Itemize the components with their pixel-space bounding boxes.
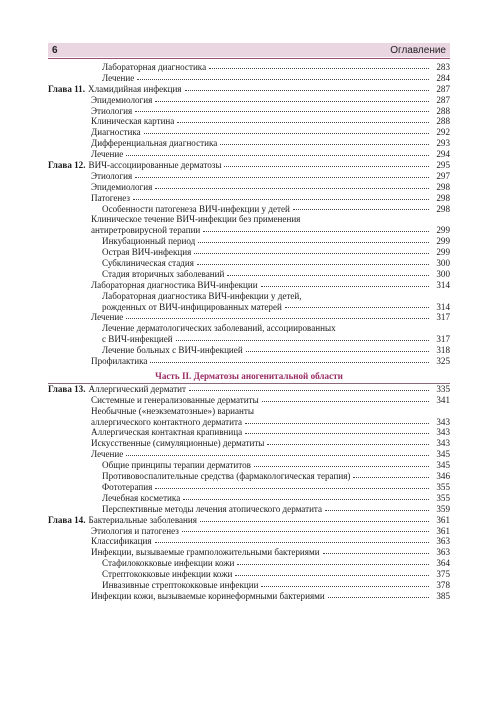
page-ref: 364: [436, 558, 450, 569]
toc-entry[interactable]: [48, 280, 450, 291]
toc-entry-title: Лечебная косметика: [102, 492, 181, 503]
toc-chapter[interactable]: [48, 384, 450, 395]
toc-entry[interactable]: [48, 471, 450, 482]
toc-entry-title: Лабораторная диагностика ВИЧ-инфекции: [91, 279, 258, 290]
toc-entry[interactable]: [48, 204, 450, 215]
page-ref: 359: [436, 503, 450, 514]
toc-entry-title: Этиология: [91, 105, 133, 116]
dot-leader: [245, 423, 429, 424]
dot-leader: [220, 144, 429, 145]
chapter-number: Глава 13.: [48, 383, 86, 394]
toc-entry-title: Инвазивные стрептококковые инфекции: [102, 579, 259, 590]
toc-entry-title: Стрептококковые инфекции кожи: [102, 569, 233, 580]
toc-entry-title: Лечение больных с ВИЧ-инфекцией: [102, 345, 243, 356]
chapter-number: Глава 12.: [48, 160, 86, 170]
toc-entry-title: Профилактика: [91, 356, 148, 367]
dot-leader: [126, 318, 429, 319]
toc-entry[interactable]: [48, 95, 450, 106]
page-ref: 341: [436, 394, 450, 405]
page-ref: 298: [436, 181, 450, 192]
dot-leader: [254, 466, 429, 467]
toc-entry-title: Искусственные (симуляционные) дерматиты: [91, 438, 265, 449]
toc-entry[interactable]: [48, 460, 450, 471]
toc-entry-title: Инкубационный период: [102, 236, 196, 247]
page-ref: 343: [436, 427, 450, 438]
page-ref: 378: [436, 579, 450, 590]
toc-entry[interactable]: [48, 312, 450, 323]
toc-entry-title: Хламидийная инфекция: [88, 83, 182, 94]
dot-leader: [323, 553, 429, 554]
toc-entry-title: Общие принципы терапии дерматитов: [102, 460, 251, 471]
toc-entry[interactable]: [48, 526, 450, 537]
toc-entry[interactable]: [48, 345, 450, 356]
toc-entry-title: Диагностика: [91, 127, 141, 138]
toc-entry[interactable]: [48, 247, 450, 258]
page-ref: 287: [436, 94, 450, 105]
page-ref: 318: [436, 345, 450, 356]
toc-entry[interactable]: [48, 558, 450, 569]
page-ref: 325: [436, 356, 450, 367]
dot-leader: [135, 177, 429, 178]
page-ref: 345: [436, 460, 450, 471]
dot-leader: [325, 510, 429, 511]
toc-entry[interactable]: [48, 438, 450, 449]
page-ref: 299: [436, 225, 450, 236]
toc-entry-title: Противовоспалительные средства (фармакологическая терапия): [102, 471, 351, 482]
dot-leader: [261, 286, 429, 287]
toc-entry-title: Острая ВИЧ-инфекция: [102, 247, 192, 258]
toc-entry[interactable]: [48, 428, 450, 439]
page-ref: 355: [436, 492, 450, 503]
toc-entry-title: Этиология: [91, 170, 133, 181]
toc-entry-title: Лечение: [91, 449, 124, 460]
toc-entry[interactable]: [48, 569, 450, 580]
page-ref: 288: [436, 105, 450, 116]
toc-entry-title: Эпидемиология: [91, 181, 153, 192]
toc-entry-title-cont: антиретровирусной терапии: [91, 225, 201, 236]
dot-leader: [183, 499, 429, 500]
dot-leader: [185, 90, 430, 91]
page-ref: 287: [436, 83, 450, 94]
toc-entry-title: Особенности патогенеза ВИЧ-инфекции у детей: [102, 203, 290, 214]
dot-leader: [262, 401, 429, 402]
toc-entry-title: Аллергический дерматит: [88, 383, 187, 394]
dot-leader: [155, 488, 429, 489]
toc-entry-title-cont: рожденных от ВИЧ-инфицированных матерей: [102, 301, 282, 312]
dot-leader: [126, 455, 429, 456]
page-ref: 363: [436, 536, 450, 547]
page-ref: 385: [436, 590, 450, 601]
toc-entry[interactable]: [48, 334, 450, 345]
toc-entry[interactable]: [48, 258, 450, 269]
toc-entry-title: Эпидемиология: [91, 94, 153, 105]
dot-leader: [176, 340, 429, 341]
toc-entry-title: Дифференциальная диагностика: [91, 138, 218, 149]
page-ref: 298: [436, 192, 450, 203]
chapter-number: Глава 14.: [48, 514, 86, 525]
dot-leader: [155, 542, 429, 543]
toc-chapter[interactable]: [48, 515, 450, 526]
toc-chapter[interactable]: [48, 160, 450, 171]
dot-leader: [267, 444, 429, 445]
toc-entry[interactable]: [48, 106, 450, 117]
page-ref: 361: [436, 514, 450, 525]
toc-entry[interactable]: [48, 493, 450, 504]
running-title: Оглавление: [390, 44, 446, 56]
page-ref: 343: [436, 416, 450, 427]
toc-entry[interactable]: [48, 406, 450, 417]
toc-entry[interactable]: [48, 536, 450, 547]
page-ref: 299: [436, 247, 450, 258]
page-ref: 355: [436, 481, 450, 492]
toc-entry[interactable]: [48, 127, 450, 138]
toc-entry[interactable]: [48, 547, 450, 558]
page-ref: 375: [436, 569, 450, 580]
chapter-number: Глава 11.: [48, 83, 86, 94]
page-ref: 293: [436, 138, 450, 149]
page-ref: 300: [436, 268, 450, 279]
dot-leader: [126, 155, 429, 156]
page-ref: 292: [436, 127, 450, 138]
part-heading: Часть II. Дерматозы аногенитальной области: [48, 369, 450, 384]
toc-entry[interactable]: [48, 73, 450, 84]
toc-entry-title: Инфекции, вызываемые грамположительными бактериями: [91, 547, 320, 558]
page-ref: 343: [436, 438, 450, 449]
page-number: 6: [52, 44, 58, 56]
toc-entry-title: Фототерапия: [102, 481, 153, 492]
running-header: [48, 43, 450, 57]
page-ref: 317: [436, 312, 450, 323]
toc-entry[interactable]: [48, 236, 450, 247]
page-ref: 288: [436, 116, 450, 127]
dot-leader: [293, 209, 429, 210]
toc-chapter[interactable]: [48, 84, 450, 95]
dot-leader: [209, 68, 429, 69]
dot-leader: [150, 362, 429, 363]
page-ref: 363: [436, 547, 450, 558]
toc-entry-title: Инфекции кожи, вызываемые коринеформными бактериями: [91, 590, 325, 601]
dot-leader: [194, 253, 429, 254]
page-ref: 297: [436, 170, 450, 181]
dot-leader: [237, 564, 429, 565]
toc-entry-title: Лечение дерматологических заболеваний, ассоциированных: [102, 323, 336, 334]
dot-leader: [177, 122, 429, 123]
toc-entry-title: Стадия вторичных заболеваний: [102, 268, 225, 279]
toc-entry-title: Субклиническая стадия: [102, 258, 194, 269]
toc-entry-title: Клиническая картина: [91, 116, 175, 127]
toc-entry[interactable]: [48, 449, 450, 460]
page-ref: 299: [436, 236, 450, 247]
toc-entry[interactable]: [48, 193, 450, 204]
dot-leader: [155, 188, 429, 189]
toc-entry-title: Этиология и патогенез: [91, 525, 179, 536]
toc-entry-title: Лабораторная диагностика: [102, 61, 207, 72]
toc-entry-title: Лечение: [102, 72, 135, 83]
toc-entry-title: ВИЧ-ассоциированные дерматозы: [88, 160, 222, 170]
toc-entry[interactable]: [48, 138, 450, 149]
dot-leader: [200, 521, 429, 522]
toc-entry[interactable]: [48, 323, 450, 334]
toc-entry-title: Необычные («неэкзематозные») варианты: [91, 405, 255, 416]
toc-entry[interactable]: [48, 580, 450, 591]
toc-entry[interactable]: [48, 116, 450, 127]
dot-leader: [182, 531, 429, 532]
dot-leader: [285, 307, 429, 308]
toc-entry[interactable]: [48, 182, 450, 193]
page-ref: 283: [436, 61, 450, 72]
page-ref: 300: [436, 258, 450, 269]
toc-entry[interactable]: [48, 291, 450, 302]
dot-leader: [235, 575, 429, 576]
toc-entry-title: Лечение: [91, 149, 124, 160]
page-ref: 314: [436, 279, 450, 290]
toc-entry-title: Патогенез: [91, 192, 131, 203]
dot-leader: [203, 231, 429, 232]
toc-entry-title: Аллергическая контактная крапивница: [91, 427, 243, 438]
dot-leader: [137, 79, 429, 80]
toc-entry-title: Системные и генерализованные дерматиты: [91, 394, 259, 405]
page-ref: 346: [436, 471, 450, 482]
dot-leader: [227, 275, 429, 276]
toc-entry-title: Лечение: [91, 312, 124, 323]
toc-entry-title-cont: аллергического контактного дерматита: [91, 416, 243, 427]
dot-leader: [261, 586, 429, 587]
dot-leader: [197, 264, 429, 265]
toc-entry-title-cont: с ВИЧ-инфекцией: [102, 334, 173, 345]
toc-entry-title: Классификация: [91, 536, 152, 547]
toc-entry[interactable]: [48, 302, 450, 313]
toc-entry[interactable]: [48, 417, 450, 428]
toc-entry-title: Стафилококковые инфекции кожи: [102, 558, 235, 569]
dot-leader: [133, 199, 429, 200]
dot-leader: [155, 101, 429, 102]
toc-entry[interactable]: [48, 591, 450, 602]
toc-entry[interactable]: [48, 504, 450, 515]
page-ref: 345: [436, 449, 450, 460]
toc-entry[interactable]: [48, 214, 450, 225]
toc-entry-title: Лабораторная диагностика ВИЧ-инфекции у детей,: [102, 290, 302, 301]
dot-leader: [353, 477, 429, 478]
dot-leader: [135, 111, 429, 112]
page-ref: 295: [436, 160, 450, 170]
dot-leader: [198, 242, 429, 243]
dot-leader: [144, 133, 429, 134]
toc-entry[interactable]: [48, 149, 450, 160]
page-ref: 317: [436, 334, 450, 345]
toc-entry[interactable]: [48, 62, 450, 73]
page-ref: 335: [436, 383, 450, 394]
toc-entry[interactable]: [48, 269, 450, 280]
dot-leader: [245, 433, 429, 434]
toc-entry[interactable]: [48, 395, 450, 406]
dot-leader: [189, 390, 429, 391]
dot-leader: [246, 351, 429, 352]
toc-entry[interactable]: [48, 482, 450, 493]
toc-entry[interactable]: [48, 171, 450, 182]
page-ref: 361: [436, 525, 450, 536]
dot-leader: [224, 166, 429, 167]
page-ref: 294: [436, 149, 450, 160]
toc-entry-title: Перспективные методы лечения атопического дерматита: [102, 503, 323, 514]
dot-leader: [328, 597, 429, 598]
toc-entry-title: Бактериальные заболевания: [88, 514, 197, 525]
toc-entry-title: Клиническое течение ВИЧ-инфекции без применения: [91, 214, 301, 225]
table-of-contents: [48, 62, 450, 602]
toc-entry[interactable]: [48, 225, 450, 236]
page-ref: 314: [436, 301, 450, 312]
toc-entry[interactable]: [48, 356, 450, 367]
page-ref: 284: [436, 72, 450, 83]
page-ref: 298: [436, 203, 450, 214]
